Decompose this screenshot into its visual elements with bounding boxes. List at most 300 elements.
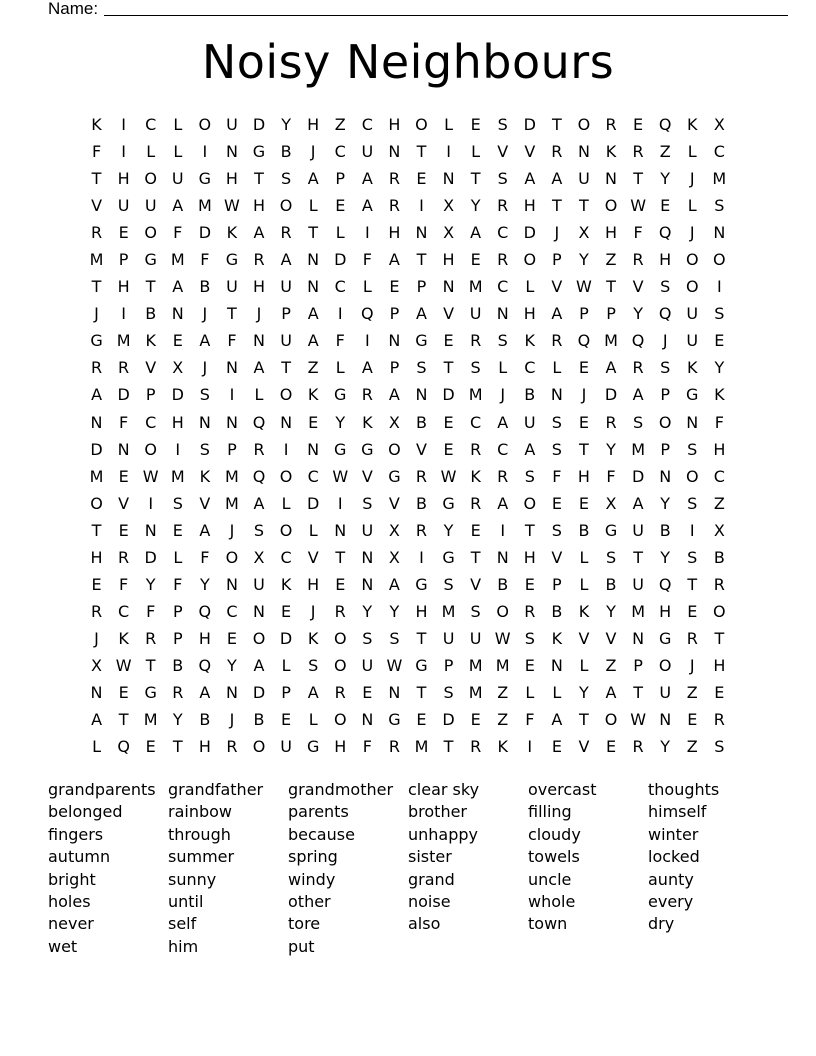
grid-letter: G: [198, 169, 212, 189]
grid-letter: L: [308, 710, 318, 730]
grid-letter: S: [551, 439, 562, 459]
grid-letter: I: [716, 277, 722, 297]
grid-letter: A: [524, 169, 536, 189]
word-item: every: [648, 892, 694, 912]
grid-letter: Z: [713, 493, 725, 513]
grid-letter: B: [199, 710, 211, 730]
grid-letter: I: [364, 331, 370, 351]
grid-letter: S: [470, 358, 481, 378]
grid-letter: R: [172, 683, 184, 702]
grid-letter: R: [713, 574, 725, 594]
grid-letter: C: [470, 412, 482, 432]
grid-letter: R: [470, 493, 482, 513]
grid-letter: U: [523, 412, 536, 432]
word-item: bright: [48, 869, 96, 889]
grid-letter: I: [364, 223, 370, 243]
word-item: belonged: [48, 802, 123, 822]
grid-letter: B: [280, 142, 292, 162]
grid-letter: T: [579, 196, 589, 216]
grid-letter: K: [524, 331, 536, 351]
grid-letter: N: [415, 223, 428, 243]
grid-letter: M: [170, 250, 185, 270]
grid-letter: U: [361, 520, 374, 540]
grid-letter: M: [712, 169, 727, 189]
grid-letter: L: [281, 655, 291, 675]
grid-letter: C: [118, 601, 130, 621]
grid-letter: Z: [497, 683, 509, 702]
grid-letter: H: [90, 547, 103, 567]
grid-letter: P: [335, 169, 346, 189]
grid-row: [83, 571, 733, 598]
grid-letter: R: [226, 737, 238, 757]
grid-letter: N: [253, 331, 265, 351]
grid-letter: O: [604, 710, 618, 730]
word-item: whole: [528, 892, 576, 912]
grid-letter: U: [117, 196, 130, 216]
grid-letter: A: [307, 304, 319, 324]
grid-letter: K: [118, 628, 129, 648]
grid-letter: A: [551, 304, 563, 324]
word-item: wet: [48, 936, 78, 956]
grid-letter: A: [605, 358, 617, 378]
grid-letter: O: [685, 277, 699, 297]
grid-letter: N: [307, 250, 320, 270]
grid-row: [83, 381, 733, 408]
grid-letter: C: [713, 466, 725, 486]
grid-letter: N: [388, 142, 401, 162]
grid-letter: K: [307, 628, 319, 648]
grid-letter: S: [308, 655, 319, 675]
word-item: cloudy: [528, 824, 581, 844]
grid-letter: E: [578, 412, 589, 432]
grid-letter: T: [687, 574, 698, 594]
grid-letter: M: [468, 385, 483, 405]
grid-letter: D: [442, 710, 455, 730]
grid-letter: G: [361, 439, 374, 459]
grid-letter: K: [362, 412, 373, 432]
grid-letter: Y: [389, 601, 400, 621]
grid-letter: T: [714, 628, 725, 648]
grid-letter: R: [497, 196, 509, 216]
grid-letter: H: [523, 547, 536, 567]
grid-letter: T: [308, 223, 319, 243]
grid-row: [83, 327, 733, 354]
grid-letter: E: [605, 737, 617, 757]
grid-letter: E: [91, 574, 102, 594]
grid-letter: C: [524, 358, 536, 378]
grid-letter: A: [253, 655, 265, 675]
grid-letter: E: [172, 331, 183, 351]
grid-letter: T: [633, 547, 643, 567]
grid-letter: D: [604, 385, 618, 405]
grid-letter: E: [633, 115, 644, 135]
grid-letter: M: [631, 601, 645, 621]
grid-row: [83, 625, 733, 652]
grid-letter: F: [200, 547, 210, 567]
grid-letter: A: [253, 223, 265, 243]
grid-letter: S: [605, 547, 617, 567]
grid-letter: R: [632, 142, 644, 162]
grid-letter: M: [468, 655, 483, 675]
grid-letter: K: [497, 737, 508, 757]
grid-letter: R: [90, 223, 103, 243]
grid-letter: U: [686, 304, 699, 324]
grid-letter: U: [361, 142, 374, 162]
word-item: autumn: [48, 847, 111, 867]
grid-letter: S: [551, 520, 562, 540]
grid-letter: H: [415, 601, 428, 621]
grid-letter: B: [253, 710, 265, 730]
grid-letter: C: [334, 142, 346, 162]
grid-letter: O: [90, 493, 103, 513]
grid-letter: U: [253, 574, 265, 594]
grid-letter: E: [308, 412, 319, 432]
grid-letter: P: [389, 304, 400, 324]
grid-letter: U: [171, 169, 184, 189]
grid-letter: L: [525, 683, 535, 702]
grid-letter: P: [633, 655, 643, 675]
grid-letter: S: [362, 628, 373, 648]
grid-letter: V: [307, 547, 319, 567]
grid-letter: A: [307, 331, 319, 351]
grid-letter: F: [633, 223, 643, 243]
grid-row: [83, 679, 733, 706]
grid-letter: Z: [686, 737, 698, 757]
grid-letter: E: [470, 520, 481, 540]
grid-letter: E: [226, 628, 237, 648]
grid-letter: H: [307, 574, 320, 594]
grid-letter: D: [117, 385, 130, 405]
grid-letter: E: [118, 223, 129, 243]
grid-letter: C: [226, 601, 238, 621]
grid-letter: L: [444, 115, 454, 135]
grid-letter: L: [146, 142, 156, 162]
grid-letter: D: [279, 628, 293, 648]
grid-letter: A: [199, 683, 211, 702]
grid-letter: B: [415, 412, 427, 432]
grid-letter: R: [497, 466, 509, 486]
grid-letter: L: [498, 358, 508, 378]
grid-letter: W: [386, 655, 403, 675]
grid-letter: Y: [660, 169, 671, 189]
grid-letter: B: [551, 601, 563, 621]
grid-letter: K: [687, 115, 698, 135]
grid-letter: K: [687, 358, 698, 378]
grid-letter: Y: [199, 574, 210, 594]
grid-letter: E: [551, 737, 562, 757]
word-item: uncle: [528, 869, 572, 889]
grid-letter: I: [229, 385, 235, 405]
grid-letter: N: [388, 331, 401, 351]
grid-letter: L: [335, 358, 345, 378]
grid-letter: E: [416, 710, 427, 730]
grid-letter: J: [581, 385, 587, 405]
grid-letter: J: [689, 223, 695, 243]
grid-letter: F: [173, 574, 183, 594]
grid-letter: R: [253, 250, 265, 270]
grid-letter: X: [91, 655, 103, 675]
grid-letter: B: [415, 493, 427, 513]
word-item: through: [168, 824, 231, 844]
grid-letter: B: [659, 520, 671, 540]
grid-letter: J: [256, 304, 262, 324]
grid-letter: A: [361, 358, 373, 378]
grid-letter: E: [470, 250, 481, 270]
grid-letter: N: [225, 142, 238, 162]
grid-letter: J: [202, 358, 208, 378]
grid-letter: Q: [631, 331, 645, 351]
grid-letter: N: [307, 277, 320, 297]
grid-letter: R: [470, 737, 482, 757]
grid-letter: D: [252, 683, 266, 702]
grid-letter: R: [497, 250, 509, 270]
grid-letter: R: [551, 142, 563, 162]
grid-letter: C: [307, 466, 319, 486]
grid-letter: X: [443, 223, 455, 243]
grid-letter: F: [173, 223, 183, 243]
grid-letter: N: [577, 142, 590, 162]
grid-letter: G: [442, 493, 455, 513]
grid-letter: M: [89, 250, 104, 270]
grid-letter: Q: [658, 574, 672, 594]
grid-letter: M: [495, 655, 510, 675]
grid-letter: M: [631, 439, 645, 459]
grid-letter: E: [362, 683, 373, 702]
grid-letter: W: [115, 655, 132, 675]
word-item: sunny: [168, 869, 217, 889]
grid-letter: E: [524, 574, 535, 594]
grid-row: [83, 354, 733, 381]
grid-letter: T: [579, 710, 589, 730]
page-title: Noisy Neighbours: [201, 35, 615, 89]
word-item: because: [288, 824, 355, 844]
grid-letter: E: [578, 358, 589, 378]
grid-letter: I: [121, 142, 126, 162]
grid-letter: N: [442, 169, 455, 189]
grid-letter: N: [225, 574, 238, 594]
grid-letter: D: [631, 466, 645, 486]
grid-letter: B: [497, 574, 509, 594]
grid-letter: N: [686, 412, 699, 432]
grid-letter: V: [551, 277, 563, 297]
grid-letter: J: [689, 655, 695, 675]
grid-letter: A: [91, 710, 103, 730]
grid-letter: F: [552, 466, 562, 486]
grid-letter: J: [500, 385, 506, 405]
word-column: [168, 779, 288, 958]
word-item: summer: [168, 847, 235, 867]
grid-letter: Q: [658, 115, 672, 135]
grid-letter: G: [388, 710, 401, 730]
word-item: locked: [648, 847, 700, 867]
grid-letter: B: [605, 574, 617, 594]
grid-letter: D: [90, 439, 103, 459]
grid-letter: J: [229, 710, 235, 730]
grid-letter: B: [578, 520, 590, 540]
grid-letter: P: [416, 277, 427, 297]
grid-letter: H: [252, 196, 266, 216]
grid-letter: A: [307, 683, 319, 702]
grid-letter: N: [605, 169, 617, 189]
word-item: holes: [48, 892, 91, 912]
word-item: himself: [648, 802, 707, 822]
grid-letter: O: [252, 737, 266, 757]
grid-letter: K: [91, 115, 102, 135]
grid-letter: N: [442, 277, 455, 297]
grid-letter: U: [632, 574, 644, 594]
grid-letter: E: [118, 683, 129, 702]
word-item: filling: [528, 802, 572, 822]
grid-letter: W: [630, 710, 647, 730]
grid-letter: G: [686, 385, 699, 405]
grid-letter: R: [470, 439, 482, 459]
grid-letter: D: [442, 385, 455, 405]
grid-letter: N: [253, 601, 265, 621]
grid-letter: O: [713, 250, 726, 270]
grid-letter: F: [525, 710, 535, 730]
grid-letter: W: [142, 466, 159, 486]
grid-letter: Y: [606, 439, 616, 459]
grid-letter: I: [446, 142, 451, 162]
grid-letter: X: [578, 223, 590, 243]
grid-letter: R: [632, 358, 644, 378]
grid-letter: T: [91, 520, 102, 540]
grid-row: [83, 138, 733, 165]
grid-letter: R: [632, 737, 644, 757]
grid-letter: H: [117, 277, 130, 297]
grid-letter: I: [121, 115, 126, 135]
grid-letter: T: [281, 358, 291, 378]
grid-letter: I: [202, 142, 208, 162]
grid-letter: L: [92, 737, 101, 757]
grid-letter: T: [416, 628, 427, 648]
grid-letter: B: [199, 277, 211, 297]
grid-letter: R: [90, 358, 103, 378]
grid-letter: X: [253, 547, 265, 567]
grid-letter: N: [415, 385, 428, 405]
grid-row: [83, 111, 733, 138]
word-item: other: [288, 892, 331, 912]
grid-letter: X: [443, 196, 455, 216]
grid-letter: J: [554, 223, 560, 243]
grid-letter: H: [307, 115, 320, 135]
grid-letter: H: [442, 250, 455, 270]
grid-letter: O: [415, 115, 428, 135]
word-item: him: [168, 936, 199, 956]
grid-letter: H: [659, 601, 672, 621]
grid-letter: C: [361, 115, 373, 135]
grid-letter: S: [416, 358, 427, 378]
grid-letter: L: [173, 547, 183, 567]
grid-letter: S: [199, 439, 210, 459]
grid-letter: R: [145, 628, 157, 648]
grid-letter: I: [148, 493, 154, 513]
grid-letter: T: [443, 737, 454, 757]
grid-letter: H: [388, 223, 401, 243]
grid-letter: Q: [252, 412, 266, 432]
word-column: [528, 779, 648, 958]
grid-letter: X: [713, 520, 725, 540]
grid-letter: D: [334, 250, 347, 270]
grid-letter: Q: [658, 304, 672, 324]
grid-letter: M: [441, 601, 456, 621]
grid-letter: H: [117, 169, 130, 189]
grid-letter: F: [227, 331, 237, 351]
grid-letter: H: [713, 655, 726, 675]
grid-letter: E: [118, 466, 129, 486]
grid-letter: I: [419, 547, 424, 567]
grid-letter: N: [361, 547, 374, 567]
grid-letter: P: [660, 439, 670, 459]
grid-letter: R: [632, 250, 644, 270]
grid-letter: X: [388, 520, 400, 540]
grid-letter: P: [281, 304, 291, 324]
word-item: dry: [648, 914, 675, 934]
grid-letter: G: [415, 574, 428, 594]
grid-row: [83, 733, 733, 760]
grid-letter: F: [119, 574, 129, 594]
grid-letter: E: [118, 520, 129, 540]
grid-letter: T: [524, 520, 535, 540]
grid-letter: N: [144, 520, 157, 540]
grid-row: [83, 490, 733, 517]
grid-letter: K: [199, 466, 211, 486]
word-item: grand: [408, 869, 455, 889]
grid-letter: K: [470, 466, 481, 486]
grid-letter: V: [470, 574, 482, 594]
grid-row: [83, 219, 733, 246]
grid-letter: H: [252, 277, 266, 297]
grid-letter: M: [468, 277, 483, 297]
word-item: unhappy: [408, 824, 479, 844]
grid-letter: L: [552, 358, 562, 378]
grid-letter: D: [523, 223, 536, 243]
grid-letter: S: [714, 737, 725, 757]
grid-letter: E: [335, 574, 346, 594]
grid-letter: P: [172, 628, 183, 648]
grid-letter: S: [253, 520, 265, 540]
grid-letter: L: [308, 196, 318, 216]
grid-letter: K: [307, 385, 319, 405]
grid-letter: T: [470, 169, 481, 189]
grid-letter: N: [334, 520, 347, 540]
grid-letter: Y: [606, 601, 616, 621]
grid-row: [83, 544, 733, 571]
grid-letter: U: [361, 655, 374, 675]
grid-row: [83, 409, 733, 436]
grid-letter: N: [225, 412, 238, 432]
grid-letter: A: [551, 169, 563, 189]
name-field[interactable]: [48, 0, 98, 18]
grid-letter: G: [388, 466, 401, 486]
grid-letter: A: [388, 250, 400, 270]
grid-letter: S: [714, 196, 725, 216]
grid-letter: X: [172, 358, 184, 378]
grid-letter: A: [91, 385, 103, 405]
grid-letter: Q: [198, 655, 212, 675]
grid-letter: A: [280, 250, 292, 270]
grid-letter: O: [144, 223, 157, 243]
word-bank: [48, 779, 788, 958]
grid-letter: L: [173, 115, 183, 135]
grid-letter: N: [90, 412, 103, 432]
grid-letter: V: [443, 304, 455, 324]
grid-letter: T: [416, 142, 427, 162]
grid-letter: N: [90, 683, 103, 702]
word-item: until: [168, 892, 204, 912]
grid-letter: O: [279, 385, 293, 405]
grid-letter: V: [91, 196, 103, 216]
